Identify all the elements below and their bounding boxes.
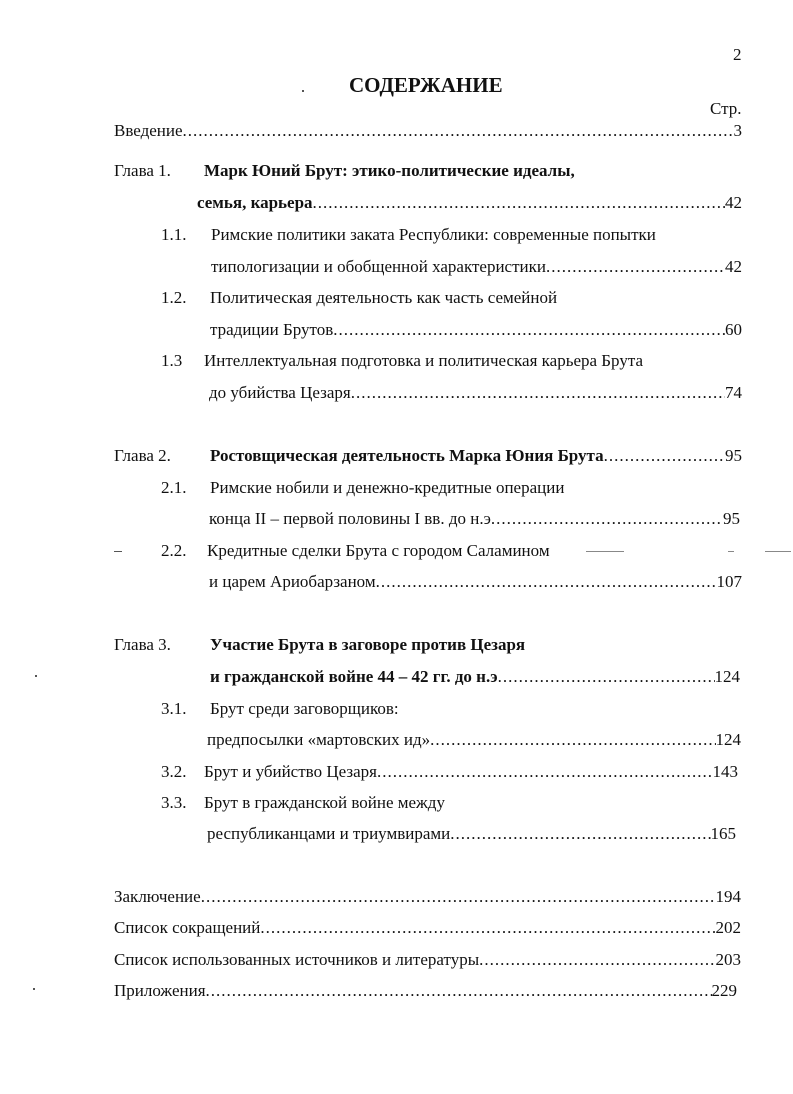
toc-page-number: 124: [714, 667, 740, 686]
toc-page-number: 95: [723, 509, 740, 528]
section-2-1-number: 2.1.: [161, 478, 187, 497]
toc-page-number: 42: [725, 193, 742, 212]
toc-entry-section-1-3: [209, 383, 742, 403]
toc-page-number: 229: [711, 981, 737, 1000]
section-2-1-line2: конца II – первой половины I вв. до н.э: [209, 509, 491, 528]
toc-page-number: 107: [716, 572, 742, 591]
section-2-2-number: 2.2.: [161, 541, 187, 560]
chapter-2-label: Глава 2.: [114, 446, 171, 465]
toc-entry-section-1-1: [211, 257, 742, 277]
toc-page-number: 3: [733, 121, 742, 140]
leader-dots: [377, 762, 713, 782]
toc-entry-section-1-2: [210, 320, 742, 340]
section-1-3-line1: Интеллектуальная подготовка и политическая карьера Брута: [204, 351, 644, 370]
leader-dots: [498, 667, 715, 687]
leader-dots: [491, 509, 723, 529]
section-1-2-line2: традиции Брутов: [210, 320, 334, 339]
chapter-1-title-line1: Марк Юний Брут: этико-политические идеалы,: [204, 161, 575, 180]
toc-entry-conclusion: [114, 887, 741, 907]
section-1-3-number: 1.3: [161, 351, 183, 370]
toc-entry-bibliography: [114, 950, 741, 970]
toc-entry-label: Список использованных источников и литературы: [114, 950, 480, 969]
leader-dots: [450, 824, 710, 844]
section-3-2-number: 3.2.: [161, 762, 187, 781]
toc-page-number: 42: [725, 257, 742, 276]
toc-page-number: 165: [710, 824, 736, 843]
toc-entry-chapter-2: [210, 446, 742, 466]
scan-speck: [35, 675, 37, 677]
leader-dots: [201, 887, 716, 907]
scan-mark: [114, 551, 122, 552]
toc-entry-appendices: [114, 981, 737, 1001]
scan-mark: [586, 551, 624, 552]
leader-dots: [260, 918, 715, 938]
section-3-1-line1: Брут среди заговорщиков:: [210, 699, 399, 718]
scan-speck: [302, 90, 304, 92]
leader-dots: [183, 121, 734, 141]
section-3-3-line2: республиканцами и триумвирами: [207, 824, 451, 843]
toc-entry-chapter-1: [197, 193, 742, 213]
section-2-2-line2: и царем Ариобарзаном: [209, 572, 376, 591]
section-1-1-number: 1.1.: [161, 225, 187, 244]
toc-entry-abbreviations: [114, 918, 741, 938]
toc-entry-intro: [114, 121, 742, 141]
leader-dots: [313, 193, 725, 213]
chapter-3-title-line1: Участие Брута в заговоре против Цезаря: [210, 635, 526, 654]
leader-dots: [604, 446, 725, 466]
leader-dots: [430, 730, 715, 750]
toc-entry-chapter-3: [210, 667, 740, 687]
section-3-1-line2: предпосылки «мартовских ид»: [207, 730, 431, 749]
section-3-1-number: 3.1.: [161, 699, 187, 718]
page-number: 2: [733, 45, 742, 64]
leader-dots: [351, 383, 725, 403]
toc-entry-label: Список сокращений: [114, 918, 261, 937]
scan-mark: [728, 551, 734, 552]
section-1-1-line2: типологизации и обобщенной характеристики: [211, 257, 546, 276]
leader-dots: [546, 257, 725, 277]
chapter-2-title: Ростовщическая деятельность Марка Юния Брута: [210, 446, 604, 465]
section-3-2-title: Брут и убийство Цезаря: [204, 762, 377, 781]
section-3-3-number: 3.3.: [161, 793, 187, 812]
chapter-3-label: Глава 3.: [114, 635, 171, 654]
chapter-1-title-line2: семья, карьера: [197, 193, 313, 212]
scan-speck: [33, 988, 35, 990]
section-1-1-line1: Римские политики заката Республики: современные попытки: [211, 225, 656, 244]
toc-entry-section-3-2: [204, 762, 738, 782]
toc-page-number: 143: [712, 762, 738, 781]
toc-entry-label: Приложения: [114, 981, 206, 1000]
toc-page-number: 194: [715, 887, 741, 906]
section-2-2-line1: Кредитные сделки Брута с городом Саламином: [207, 541, 550, 560]
chapter-3-title-line2: и гражданской войне 44 – 42 гг. до н.э: [210, 667, 498, 686]
page-column-label: Стр.: [710, 99, 742, 118]
toc-entry-label: Заключение: [114, 887, 201, 906]
section-1-3-line2: до убийства Цезаря: [209, 383, 351, 402]
toc-entry-label: Введение: [114, 121, 183, 140]
toc-entry-section-3-3: [207, 824, 736, 844]
leader-dots: [479, 950, 715, 970]
section-1-2-number: 1.2.: [161, 288, 187, 307]
toc-page-number: 60: [725, 320, 742, 339]
section-2-1-line1: Римские нобили и денежно-кредитные операции: [210, 478, 565, 497]
toc-page-number: 124: [715, 730, 741, 749]
toc-page-number: 202: [715, 918, 741, 937]
leader-dots: [333, 320, 725, 340]
section-3-3-line1: Брут в гражданской войне между: [204, 793, 445, 812]
chapter-1-label: Глава 1.: [114, 161, 171, 180]
toc-page-number: 95: [725, 446, 742, 465]
toc-page-number: 74: [725, 383, 742, 402]
page-title: СОДЕРЖАНИЕ: [349, 73, 503, 97]
toc-entry-section-2-2: [209, 572, 742, 592]
toc-entry-section-3-1: [207, 730, 741, 750]
leader-dots: [206, 981, 712, 1001]
toc-page-number: 203: [715, 950, 741, 969]
toc-entry-section-2-1: [209, 509, 740, 529]
scan-mark: [765, 551, 791, 552]
section-1-2-line1: Политическая деятельность как часть семейной: [210, 288, 558, 307]
leader-dots: [376, 572, 717, 592]
